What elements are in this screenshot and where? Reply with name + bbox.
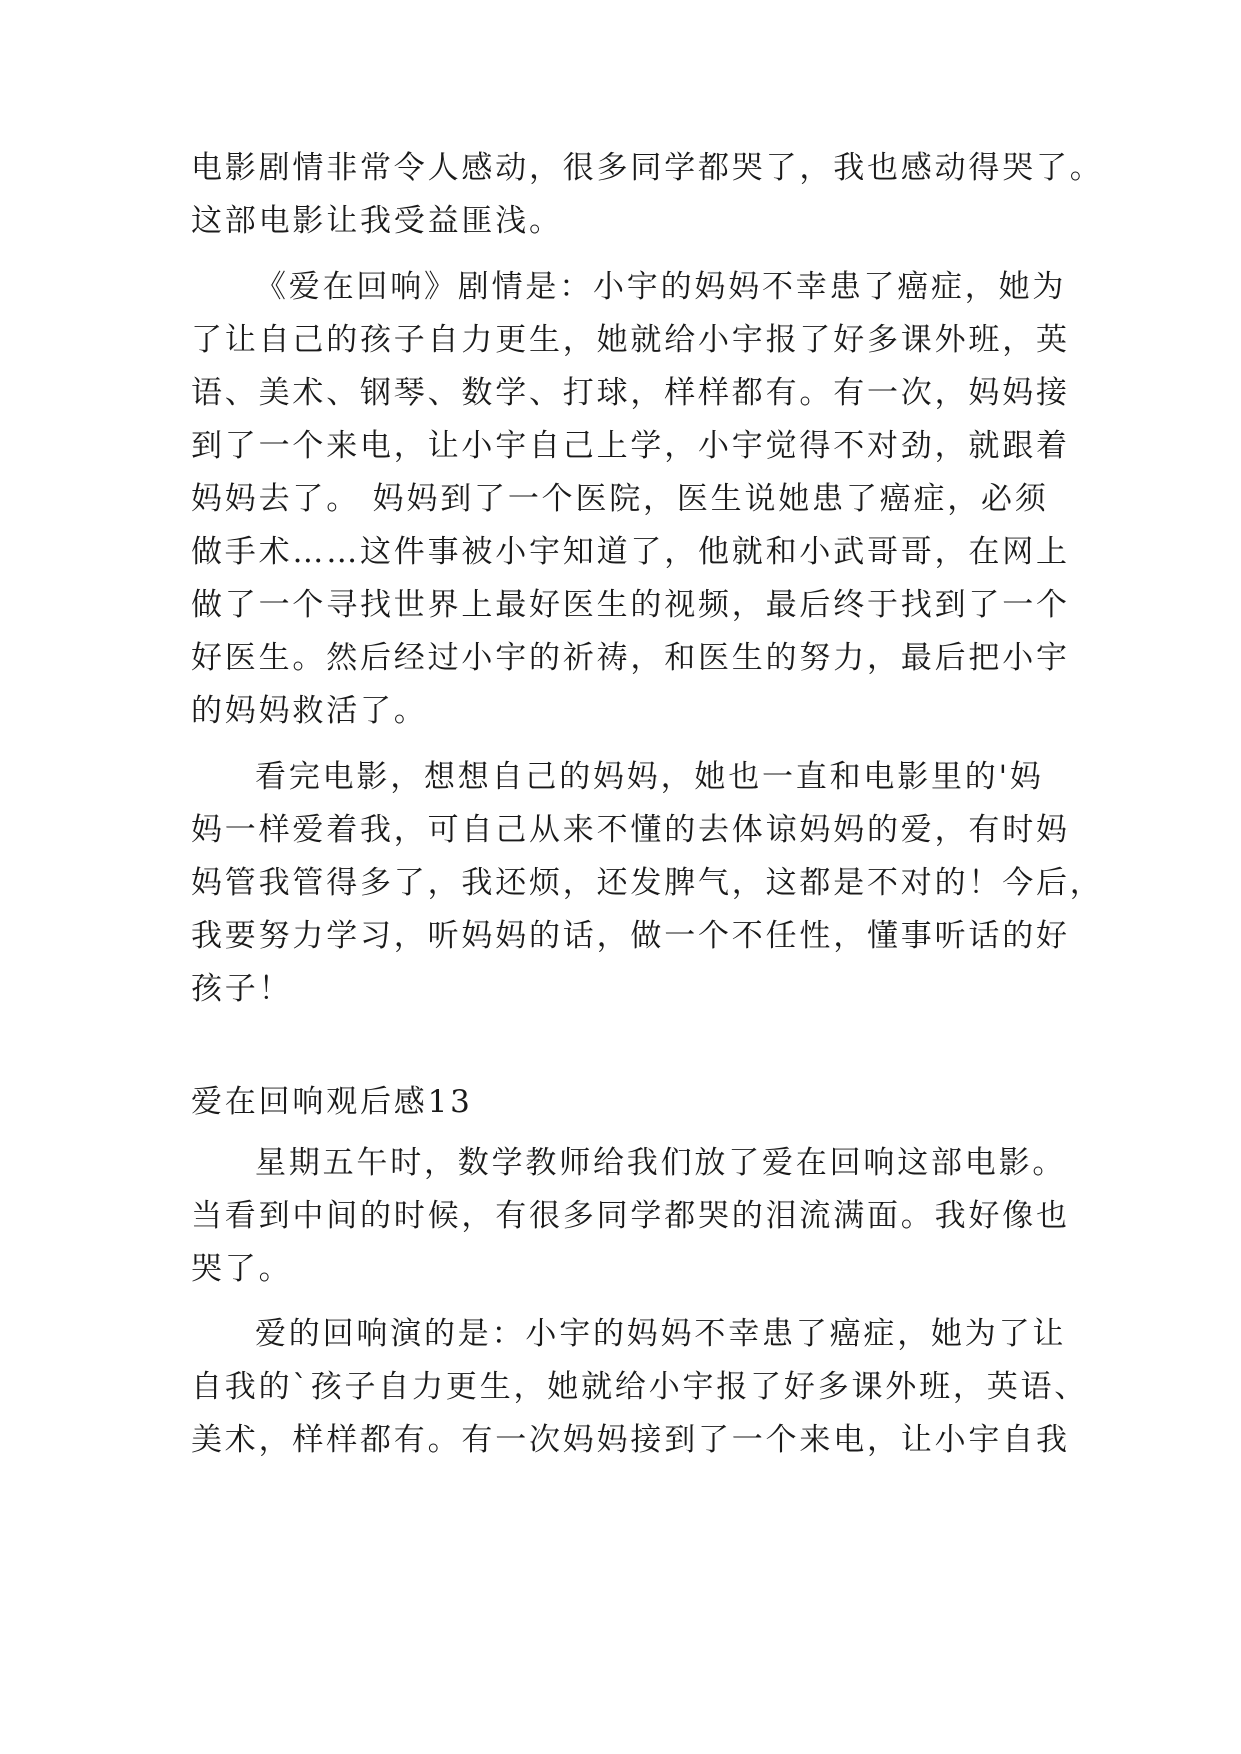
paragraph-start-line: 爱的回响演的是：小宇的妈妈不幸患了癌症，她为了让 — [255, 1316, 1067, 1352]
text-line: 到了一个来电，让小宇自己上学，小宇觉得不对劲，就跟着 — [191, 428, 1070, 464]
section-heading: 爱在回响观后感13 — [191, 1084, 473, 1120]
paragraph-start-line: 《爱在回响》剧情是：小宇的妈妈不幸患了癌症，她为 — [255, 269, 1067, 305]
text-line: 语、美术、钢琴、数学、打球，样样都有。有一次，妈妈接 — [191, 375, 1070, 411]
text-line: 做手术……这件事被小宇知道了，他就和小武哥哥，在网上 — [191, 534, 1070, 570]
text-line: 我要努力学习，听妈妈的话，做一个不任性，懂事听话的好 — [191, 918, 1070, 954]
paragraph-start-line: 星期五午时，数学教师给我们放了爱在回响这部电影。 — [255, 1145, 1067, 1181]
text-line: 哭了。 — [191, 1251, 293, 1287]
text-line: 美术，样样都有。有一次妈妈接到了一个来电，让小宇自我 — [191, 1422, 1070, 1458]
text-line: 这部电影让我受益匪浅。 — [191, 203, 563, 239]
text-line: 做了一个寻找世界上最好医生的视频，最后终于找到了一个 — [191, 587, 1070, 623]
text-line: 妈管我管得多了，我还烦，还发脾气，这都是不对的！今后， — [191, 865, 1104, 901]
text-line: 自我的`孩子自力更生，她就给小宇报了好多课外班，英语、 — [191, 1369, 1089, 1405]
text-line: 当看到中间的时候，有很多同学都哭的泪流满面。我好像也 — [191, 1198, 1070, 1234]
text-line: 妈妈去了。 妈妈到了一个医院，医生说她患了癌症，必须 — [191, 481, 1049, 517]
text-line: 妈一样爱着我，可自己从来不懂的去体谅妈妈的爱，有时妈 — [191, 812, 1070, 848]
text-line: 好医生。然后经过小宇的祈祷，和医生的努力，最后把小宇 — [191, 640, 1070, 676]
paragraph-start-line: 看完电影，想想自己的妈妈，她也一直和电影里的'妈 — [255, 759, 1044, 795]
text-line: 孩子！ — [191, 971, 293, 1007]
text-line: 了让自己的孩子自力更生，她就给小宇报了好多课外班，英 — [191, 322, 1070, 358]
text-line: 的妈妈救活了。 — [191, 693, 428, 729]
text-line: 电影剧情非常令人感动，很多同学都哭了，我也感动得哭了。 — [191, 150, 1104, 186]
